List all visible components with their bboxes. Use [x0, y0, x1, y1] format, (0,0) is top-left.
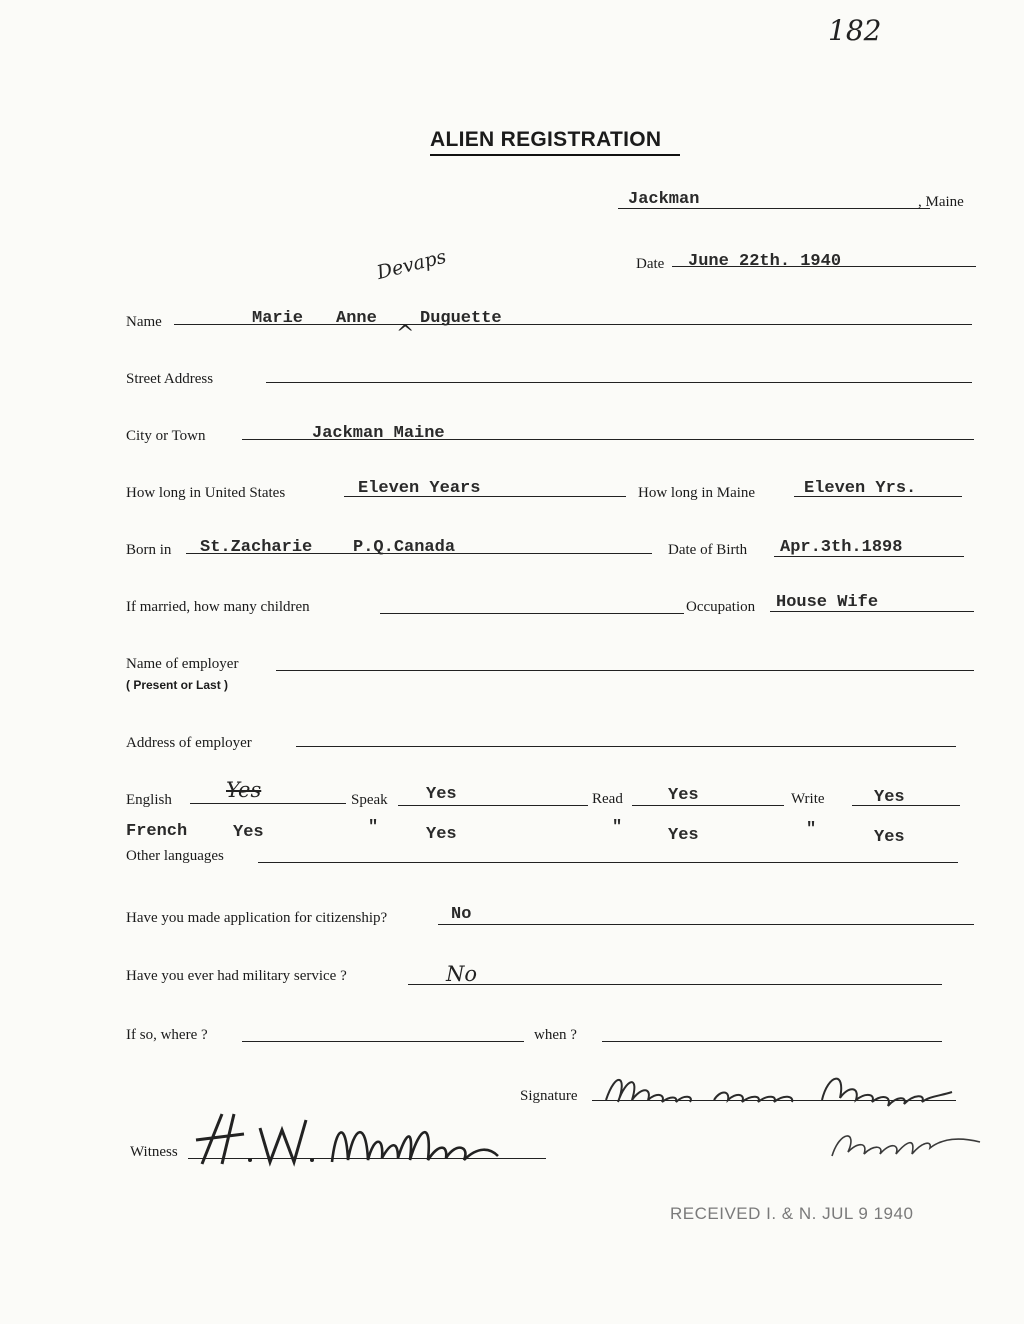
applicant-signature: [596, 1056, 986, 1166]
date-line: [672, 266, 976, 267]
if-so-where-line: [242, 1041, 524, 1042]
citizenship-value: No: [451, 905, 472, 924]
english-speak-value: Yes: [426, 785, 457, 804]
employer-sublabel: ( Present or Last ): [126, 678, 229, 692]
location-line: [618, 208, 930, 209]
french-read-ditto: ": [612, 818, 623, 837]
french-value: Yes: [233, 823, 264, 842]
witness-label: Witness: [130, 1144, 178, 1160]
military-label: Have you ever had military service ?: [126, 968, 347, 984]
french-speak-ditto: ": [368, 818, 379, 837]
street-address-label: Street Address: [126, 371, 214, 387]
children-label: If married, how many children: [126, 599, 310, 615]
name-middle: Anne: [336, 309, 377, 328]
employer-label: Name of employer: [126, 656, 239, 672]
write-label: Write: [791, 791, 825, 807]
citizenship-line: [438, 924, 974, 925]
write-line: [852, 805, 960, 806]
military-value: No: [446, 962, 478, 986]
english-label: English: [126, 792, 172, 808]
page-number: 182: [828, 14, 882, 47]
name-last: Duguette: [420, 309, 502, 328]
time-in-maine-label: How long in Maine: [638, 485, 756, 501]
english-value-handwritten: Yes: [226, 778, 262, 802]
military-line: [408, 984, 942, 985]
english-read-value: Yes: [668, 786, 699, 805]
employer-line: [276, 670, 974, 671]
name-label: Name: [126, 314, 162, 330]
french-speak-value: Yes: [426, 825, 457, 844]
french-write-value: Yes: [874, 828, 905, 847]
location-state-label: , Maine: [918, 194, 964, 210]
date-value: June 22th. 1940: [688, 252, 842, 271]
occupation-label: Occupation: [686, 599, 756, 615]
born-in-value: St.Zacharie P.Q.Canada: [200, 538, 456, 557]
date-of-birth-value: Apr.3th.1898: [780, 538, 903, 557]
title-underline: [430, 154, 680, 156]
english-write-value: Yes: [874, 788, 905, 807]
received-stamp: RECEIVED I. & N. JUL 9 1940: [670, 1204, 914, 1223]
page-title: ALIEN REGISTRATION: [430, 128, 662, 151]
employer-address-line: [296, 746, 956, 747]
location-city: Jackman: [628, 190, 700, 209]
time-in-maine-value: Eleven Yrs.: [804, 479, 917, 498]
children-line: [380, 613, 684, 614]
citizenship-label: Have you made application for citizenship?: [126, 910, 388, 926]
street-address-line: [266, 382, 972, 383]
when-label: when ?: [534, 1027, 577, 1043]
read-label: Read: [592, 791, 623, 807]
speak-label: Speak: [351, 792, 388, 808]
occupation-value: House Wife: [776, 593, 879, 612]
date-of-birth-label: Date of Birth: [668, 542, 748, 558]
other-languages-label: Other languages: [126, 848, 224, 864]
french-read-value: Yes: [668, 826, 699, 845]
time-in-us-value: Eleven Years: [358, 479, 481, 498]
date-label: Date: [636, 256, 665, 272]
city-town-value: Jackman Maine: [312, 424, 445, 443]
french-write-ditto: ": [806, 820, 817, 839]
city-town-label: City or Town: [126, 428, 206, 444]
time-in-us-label: How long in United States: [126, 485, 286, 501]
speak-line: [398, 805, 588, 806]
french-label: French: [126, 822, 188, 841]
if-so-where-label: If so, where ?: [126, 1027, 208, 1043]
other-languages-line: [258, 862, 958, 863]
name-inserted-handwritten: Devaps: [374, 245, 449, 284]
witness-signature: [188, 1106, 528, 1170]
born-in-label: Born in: [126, 542, 172, 558]
when-line: [602, 1041, 942, 1042]
employer-address-label: Address of employer: [126, 735, 252, 751]
name-first: Marie: [252, 309, 304, 328]
english-line: [190, 803, 346, 804]
name-insert-mark: ^: [396, 322, 415, 347]
signature-label: Signature: [520, 1088, 578, 1104]
read-line: [632, 805, 784, 806]
